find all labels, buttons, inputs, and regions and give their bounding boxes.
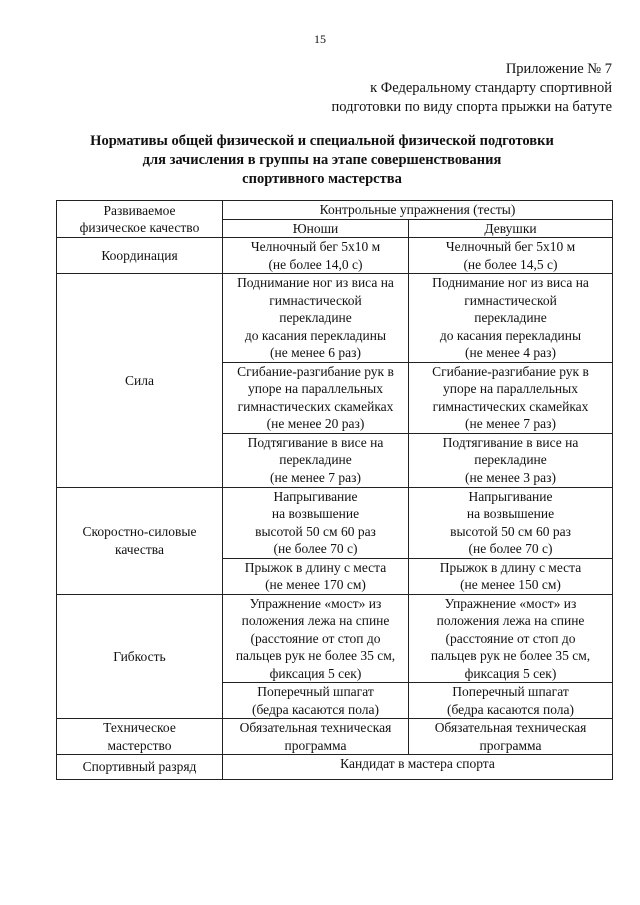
quality-cell: Гибкость xyxy=(57,594,223,719)
table-row-rank xyxy=(57,755,613,780)
table-row-coordination xyxy=(57,238,613,274)
girls-norm-cell: Упражнение «мост» из положения лежа на спине (расстояние от стоп до пальцев рук не более 35 см, фиксация 5 сек) xyxy=(409,594,613,683)
girls-norm-cell: Челночный бег 5x10 м (не более 14,5 с) xyxy=(409,238,613,274)
boys-norm-cell: Сгибание-разгибание рук в упоре на параллельных гимнастических скамейках (не менее 20 раз) xyxy=(223,362,409,433)
girls-norm-cell: Поперечный шпагат (бедра касаются пола) xyxy=(409,683,613,719)
quality-cell: Спортивный разряд xyxy=(57,755,223,780)
header-boys-cell: Юноши xyxy=(223,219,409,238)
girls-norm-cell: Напрыгивание на возвышение высотой 50 см 60 раз (не более 70 с) xyxy=(409,487,613,558)
table-row-technical xyxy=(57,719,613,755)
boys-norm-cell: Поднимание ног из виса на гимнастической перекладине до касания перекладины (не менее 6 раз) xyxy=(223,274,409,363)
table-row-flexibility xyxy=(57,594,613,683)
girls-norm-cell: Прыжок в длину с места (не менее 150 см) xyxy=(409,558,613,594)
title-line: спортивного мастерства xyxy=(242,171,402,187)
boys-norm-cell: Челночный бег 5x10 м (не более 14,0 с) xyxy=(223,238,409,274)
norms-table xyxy=(56,200,613,780)
title-line: Нормативы общей физической и специальной физической подготовки xyxy=(90,133,554,149)
title-line: для зачисления в группы на этапе совершенствования xyxy=(142,152,502,168)
girls-norm-cell: Сгибание-разгибание рук в упоре на параллельных гимнастических скамейках (не менее 7 раз) xyxy=(409,362,613,433)
document-title xyxy=(40,132,604,189)
boys-norm-cell: Прыжок в длину с места (не менее 170 см) xyxy=(223,558,409,594)
appendix-line: Приложение № 7 xyxy=(505,61,612,77)
boys-norm-cell: Обязательная техническая программа xyxy=(223,719,409,755)
table-row-strength xyxy=(57,274,613,363)
girls-norm-cell: Поднимание ног из виса на гимнастической перекладине до касания перекладины (не менее 4 раз) xyxy=(409,274,613,363)
boys-norm-cell: Упражнение «мост» из положения лежа на спине (расстояние от стоп до пальцев рук не более 35 см, фиксация 5 сек) xyxy=(223,594,409,683)
quality-cell: Сила xyxy=(57,274,223,488)
table-header-row xyxy=(57,201,613,220)
quality-cell: Техническое мастерство xyxy=(57,719,223,755)
quality-cell: Скоростно-силовые качества xyxy=(57,487,223,594)
quality-cell: Координация xyxy=(57,238,223,274)
appendix-line: подготовки по виду спорта прыжки на батуте xyxy=(331,99,612,115)
boys-norm-cell: Напрыгивание на возвышение высотой 50 см 60 раз (не более 70 с) xyxy=(223,487,409,558)
header-tests-cell: Контрольные упражнения (тесты) xyxy=(223,201,613,220)
boys-norm-cell: Поперечный шпагат (бедра касаются пола) xyxy=(223,683,409,719)
boys-norm-cell: Подтягивание в висе на перекладине (не менее 7 раз) xyxy=(223,433,409,487)
girls-norm-cell: Подтягивание в висе на перекладине (не менее 3 раз) xyxy=(409,433,613,487)
girls-norm-cell: Обязательная техническая программа xyxy=(409,719,613,755)
header-quality-cell: Развиваемое физическое качество xyxy=(57,201,223,238)
rank-value-cell: Кандидат в мастера спорта xyxy=(223,755,613,780)
header-girls-cell: Девушки xyxy=(409,219,613,238)
table-row-speed-strength xyxy=(57,487,613,558)
appendix-reference xyxy=(272,60,612,117)
page-number: 15 xyxy=(314,32,326,46)
appendix-line: к Федеральному стандарту спортивной xyxy=(370,80,612,96)
